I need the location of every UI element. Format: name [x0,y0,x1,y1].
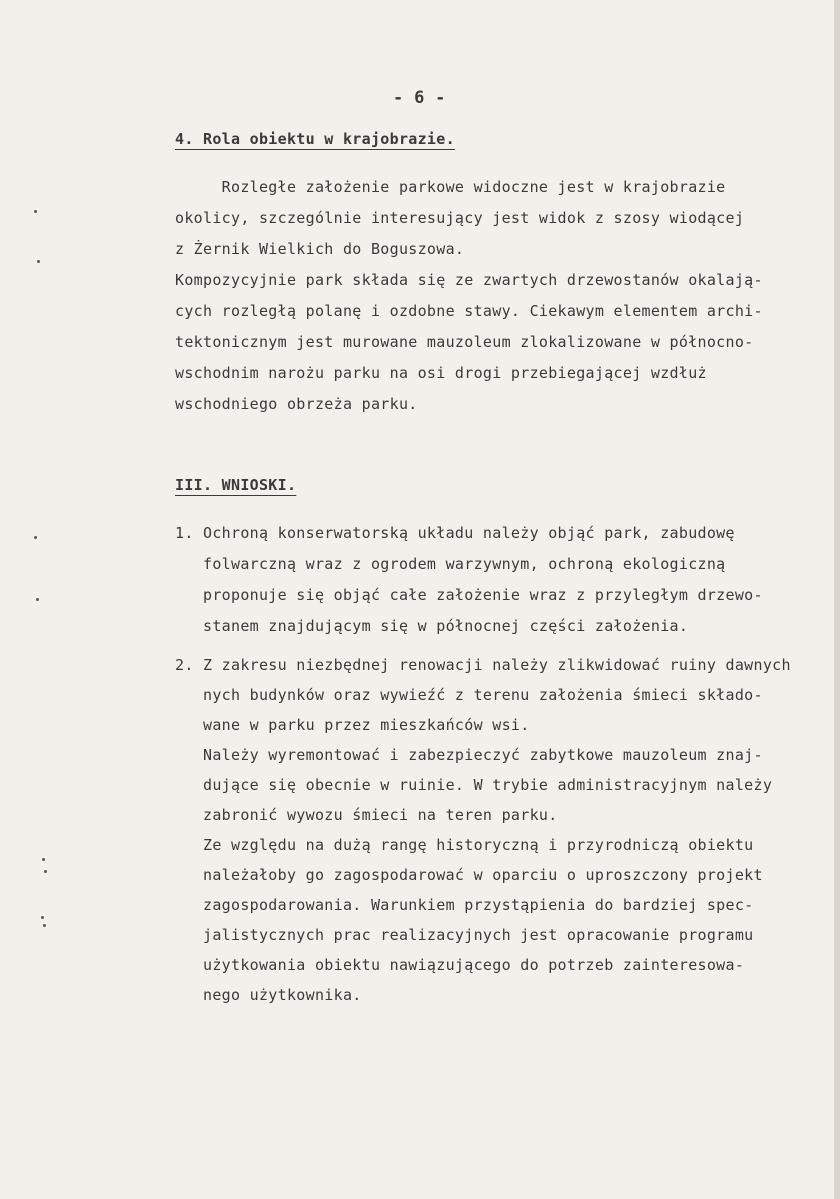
text-line: okolicy, szczególnie interesujący jest widok z szosy wiodącej [175,209,745,227]
section-4-heading: 4. Rola obiektu w krajobrazie. [175,130,455,148]
page-number: - 6 - [393,88,446,108]
margin-speck [44,870,47,873]
text-line: cych rozległą polanę i ozdobne stawy. Ciekawym elementem archi- [175,302,763,320]
text-line: stanem znajdującym się w północnej części założenia. [175,617,689,635]
text-line: Kompozycyjnie park składa się ze zwartych drzewostanów okalają- [175,271,763,289]
conclusions-heading: III. WNIOSKI. [175,476,297,494]
text-line: wane w parku przez mieszkańców wsi. [175,716,530,734]
margin-speck [36,598,39,601]
margin-speck [37,260,40,263]
text-line: 2. Z zakresu niezbędnej renowacji należy zlikwidować ruiny dawnych [175,656,791,674]
text-line: nego użytkownika. [175,986,362,1004]
conclusion-item-1 [175,524,835,634]
text-line: użytkowania obiektu nawiązującego do potrzeb zainteresowa- [175,956,745,974]
text-line: zabronić wywozu śmieci na teren parku. [175,806,558,824]
text-line: 1. Ochroną konserwatorską układu należy objąć park, zabudowę [175,524,735,542]
text-line: Rozległe założenie parkowe widoczne jest w krajobrazie [175,178,726,196]
conclusion-item-2 [175,656,835,1016]
text-line: jalistycznych prac realizacyjnych jest opracowanie programu [175,926,754,944]
text-line: folwarczną wraz z ogrodem warzywnym, ochroną ekologiczną [175,555,726,573]
margin-speck [34,536,37,539]
margin-speck [34,210,37,213]
text-line: wschodnim narożu parku na osi drogi przebiegającej wzdłuż [175,364,707,382]
text-line: tektonicznym jest murowane mauzoleum zlokalizowane w północno- [175,333,754,351]
text-line: nych budynków oraz wywieźć z terenu założenia śmieci składo- [175,686,763,704]
margin-speck [42,858,45,861]
margin-speck [43,924,46,927]
text-line: Ze względu na dużą rangę historyczną i przyrodniczą obiektu [175,836,754,854]
text-line: proponuje się objąć całe założenie wraz z przyległym drzewo- [175,586,763,604]
text-line: zagospodarowania. Warunkiem przystąpienia do bardziej spec- [175,896,754,914]
section-4-body [175,178,815,418]
text-line: wschodniego obrzeża parku. [175,395,418,413]
text-line: należałoby go zagospodarować w oparciu o uproszczony projekt [175,866,763,884]
text-line: Należy wyremontować i zabezpieczyć zabytkowe mauzoleum znaj- [175,746,763,764]
margin-speck [41,916,44,919]
text-line: z Żernik Wielkich do Boguszowa. [175,240,465,258]
text-line: dujące się obecnie w ruinie. W trybie administracyjnym należy [175,776,773,794]
